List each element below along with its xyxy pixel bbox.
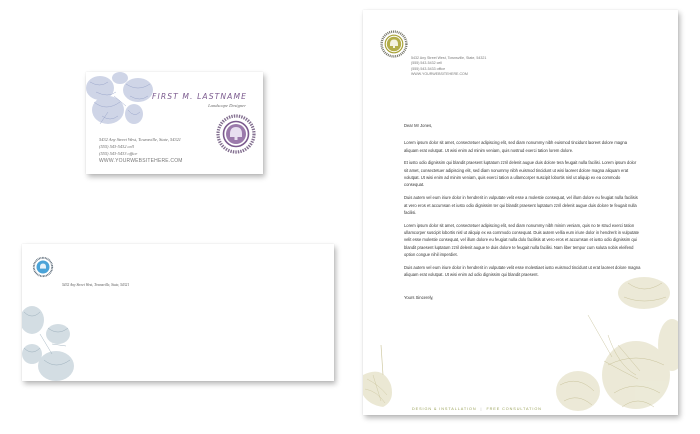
- envelope: [22, 244, 334, 381]
- card-cell-phone: (555) 543-5432 cell: [99, 144, 134, 150]
- letter-paragraph: Lorem ipsum dolor sit amet, consectetuer adipiscing elit, sed diam nonummy nibh minim veniam, quis no te strud exerci tation ullamcorper suscipit lobortis nisl ut aliquip ex ea commodo consequat. Duis autem vellia eum iriure dolor in hendrerit in vulputate velit esse molestie consequat, vel illum dolore eu feugiat nulla dolo facilisis at vero eros et accumsan et iusto odio dignissim qui blandit praesent luptatum zzril delenit augue te duis dolore te feugait nulla facilisi. Nam liber tempor cum soluta nobis eleifend option congue nihil imperdiet.: [404, 222, 639, 257]
- card-office-phone: (555) 543-5433 office: [99, 151, 138, 157]
- floral-illustration-icon: [363, 335, 403, 415]
- card-contact-block: [99, 136, 183, 165]
- letter-paragraph: Et iusto odio dignissim qui blandit praesent luptatum zzril delenit augue duis dolore tera feugait nulla facilisi. Lorem ipsum dolor sit amet, consectetuer adipiscing elit, sed diam nonummy nibh euismod tincidunt ut wisi laoreet dolore magna aliquam erat volutpat. Ut wisi enim ad minim veniam, quis exerci tation a ullamcorper suscipit lobortis nisl ut aliquip ex ea commodo consequat.: [404, 160, 637, 188]
- letterhead-office-phone: (555) 543-5433 office: [411, 66, 446, 71]
- urban-landscaping-logo-icon: [214, 112, 258, 156]
- floral-illustration-icon: [22, 304, 87, 381]
- floral-illustration-icon: [548, 275, 678, 415]
- footer-separator: |: [480, 407, 483, 411]
- urban-landscaping-logo-icon: [379, 29, 409, 59]
- floral-illustration-icon: [86, 72, 166, 134]
- card-address: 5432 Any Street West, Townsville, State, 54321: [99, 137, 181, 142]
- card-name: FIRST M. LASTNAME: [152, 92, 247, 101]
- card-website: WWW.YOURWEBSITEHERE.COM: [99, 157, 183, 164]
- envelope-return-address: 5432 Any Street West, Townsville, State, 54321: [62, 283, 130, 287]
- card-job-title: Landscape Designer: [208, 103, 246, 108]
- letter-paragraph: Duis autem vel eum iriure dolor in hendrerit in vulputate velit esse molestiaet iusto euismod tincidunt ut erat laoreet dolore magna aliquam erat volutpat. Ut wisi enim ad odio dignissim qui blandit praesent.: [404, 264, 641, 278]
- letterhead-contact-block: [411, 56, 486, 78]
- letterhead-footer: [412, 407, 542, 411]
- footer-offer: FREE CONSULTATION: [486, 407, 542, 411]
- letter-paragraph: Lorem ipsum dolor sit amet, consectetuer adipiscing elit, sed diam nonummy nibh euismod tincidunt laoreet dolore magna aliquam erat volutpat. Ut wisi enim ad minim veniam, quis nostrud exerci tation lorem dolore.: [404, 140, 628, 153]
- letterhead-address: 5432 Any Street West, Townsville, State, 54321: [411, 56, 487, 60]
- footer-services: DESIGN & INSTALLATION: [412, 407, 477, 411]
- letterhead-website: WWW.YOURWEBSITEHERE.COM: [411, 72, 468, 77]
- urban-landscaping-logo-icon: [32, 256, 54, 278]
- letterhead: [363, 10, 678, 415]
- letter-salutation: Dear Mr Jones,: [404, 123, 433, 128]
- letterhead-cell-phone: (555) 543-5432 cell: [411, 61, 442, 66]
- letter-paragraph: Duis autem vel eum iriure dolor in hendrerit in vulputate velit esse a molestie consequat, vel illum dolore eu feugiat nulla facilisis at vero eros et accumsan et iusto odio dignissim ter qui blandit praesent luptatum zzril delenit augue duis dolore te feugait nulla facilisi.: [404, 195, 638, 215]
- letter-closing: Yours Sincerely,: [404, 295, 434, 301]
- business-card: [86, 72, 263, 174]
